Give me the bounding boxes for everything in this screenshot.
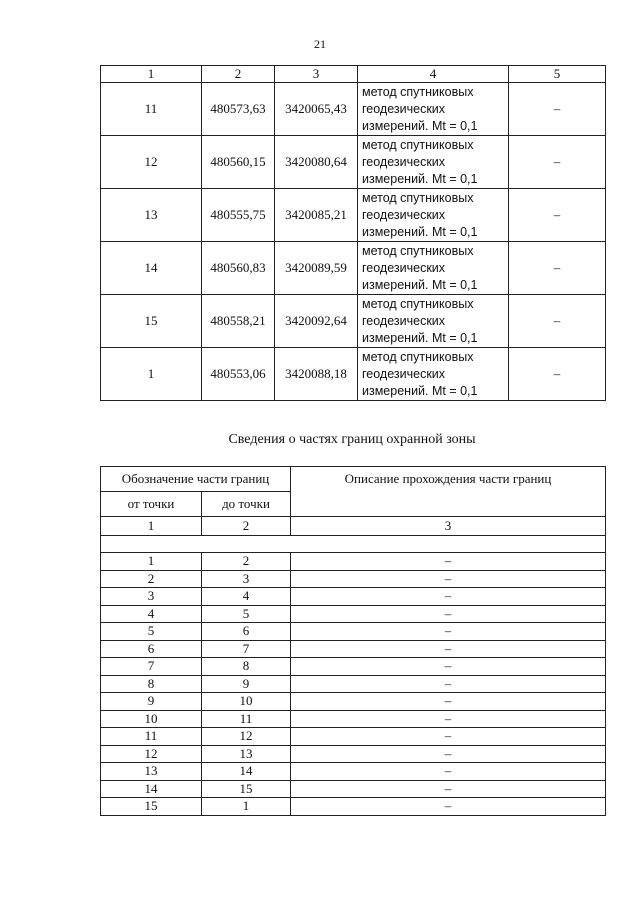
from-point-cell: 6 (101, 640, 202, 658)
coordinates-table (100, 65, 606, 401)
coordinates-row (101, 83, 606, 136)
column-number-cell: 3 (291, 517, 606, 536)
method-line: измерений. Mt = 0,1 (362, 118, 478, 133)
boundary-part-row (101, 623, 606, 641)
column-number-cell: 3 (275, 66, 358, 83)
to-point-cell: 9 (202, 675, 291, 693)
x-coordinate-cell: 480560,15 (202, 136, 275, 189)
note-cell: – (509, 136, 606, 189)
from-point-cell: 1 (101, 553, 202, 571)
column-number-cell: 2 (202, 66, 275, 83)
description-cell: – (291, 640, 606, 658)
coordinates-row (101, 189, 606, 242)
parts-header-row (101, 467, 606, 492)
method-line: измерений. Mt = 0,1 (362, 330, 478, 345)
y-coordinate-cell: 3420065,43 (275, 83, 358, 136)
to-point-cell: 15 (202, 780, 291, 798)
from-point-header: от точки (101, 492, 202, 517)
y-coordinate-cell: 3420080,64 (275, 136, 358, 189)
boundary-part-row (101, 728, 606, 746)
to-point-cell: 7 (202, 640, 291, 658)
coordinates-row (101, 242, 606, 295)
from-point-cell: 9 (101, 693, 202, 711)
to-point-cell: 8 (202, 658, 291, 676)
note-cell: – (509, 295, 606, 348)
boundary-part-row (101, 710, 606, 728)
method-cell (358, 242, 509, 295)
method-line: метод спутниковых (362, 296, 474, 311)
from-point-cell: 13 (101, 763, 202, 781)
empty-cell (101, 536, 606, 553)
description-cell: – (291, 693, 606, 711)
method-line: геодезических (362, 366, 446, 381)
description-cell: – (291, 763, 606, 781)
method-line: измерений. Mt = 0,1 (362, 277, 478, 292)
point-number-cell: 11 (101, 83, 202, 136)
coordinates-header-row (101, 66, 606, 83)
method-cell (358, 83, 509, 136)
from-point-cell: 4 (101, 605, 202, 623)
description-cell: – (291, 798, 606, 816)
boundary-part-row (101, 588, 606, 606)
method-cell (358, 348, 509, 401)
method-line: метод спутниковых (362, 349, 474, 364)
section-title: Сведения о частях границ охранной зоны (228, 432, 476, 447)
column-number-cell: 1 (101, 66, 202, 83)
boundary-part-row (101, 640, 606, 658)
point-number-cell: 13 (101, 189, 202, 242)
note-cell: – (509, 83, 606, 136)
from-point-cell: 3 (101, 588, 202, 606)
column-number-cell: 1 (101, 517, 202, 536)
x-coordinate-cell: 480558,21 (202, 295, 275, 348)
boundary-parts-table (100, 466, 606, 816)
note-cell: – (509, 189, 606, 242)
from-point-cell: 2 (101, 570, 202, 588)
description-cell: – (291, 623, 606, 641)
coordinates-row (101, 136, 606, 189)
y-coordinate-cell: 3420092,64 (275, 295, 358, 348)
method-cell (358, 295, 509, 348)
method-line: метод спутниковых (362, 243, 474, 258)
description-cell: – (291, 570, 606, 588)
boundary-part-row (101, 780, 606, 798)
boundary-part-row (101, 570, 606, 588)
boundary-part-row (101, 605, 606, 623)
description-cell: – (291, 675, 606, 693)
method-line: измерений. Mt = 0,1 (362, 224, 478, 239)
boundary-part-row (101, 693, 606, 711)
method-line: метод спутниковых (362, 84, 474, 99)
parts-column-numbers-row (101, 517, 606, 536)
coordinates-row (101, 295, 606, 348)
from-point-cell: 14 (101, 780, 202, 798)
note-cell: – (509, 348, 606, 401)
description-cell: – (291, 658, 606, 676)
method-line: геодезических (362, 313, 446, 328)
method-line: измерений. Mt = 0,1 (362, 383, 478, 398)
x-coordinate-cell: 480553,06 (202, 348, 275, 401)
point-number-cell: 12 (101, 136, 202, 189)
from-point-cell: 12 (101, 745, 202, 763)
to-point-cell: 2 (202, 553, 291, 571)
parts-empty-row (101, 536, 606, 553)
method-line: измерений. Mt = 0,1 (362, 171, 478, 186)
column-number-cell: 5 (509, 66, 606, 83)
description-cell: – (291, 588, 606, 606)
from-point-cell: 11 (101, 728, 202, 746)
from-point-cell: 5 (101, 623, 202, 641)
point-number-cell: 14 (101, 242, 202, 295)
to-point-cell: 10 (202, 693, 291, 711)
method-cell (358, 136, 509, 189)
x-coordinate-cell: 480560,83 (202, 242, 275, 295)
description-cell: – (291, 728, 606, 746)
y-coordinate-cell: 3420089,59 (275, 242, 358, 295)
method-line: геодезических (362, 154, 446, 169)
designation-header: Обозначение части границ (101, 467, 291, 492)
boundary-part-row (101, 675, 606, 693)
to-point-cell: 11 (202, 710, 291, 728)
coordinates-row (101, 348, 606, 401)
to-point-header: до точки (202, 492, 291, 517)
column-number-cell: 4 (358, 66, 509, 83)
to-point-cell: 6 (202, 623, 291, 641)
point-number-cell: 15 (101, 295, 202, 348)
description-header: Описание прохождения части границ (291, 467, 606, 517)
boundary-part-row (101, 745, 606, 763)
x-coordinate-cell: 480555,75 (202, 189, 275, 242)
y-coordinate-cell: 3420088,18 (275, 348, 358, 401)
to-point-cell: 3 (202, 570, 291, 588)
boundary-part-row (101, 553, 606, 571)
method-line: метод спутниковых (362, 137, 474, 152)
description-cell: – (291, 780, 606, 798)
y-coordinate-cell: 3420085,21 (275, 189, 358, 242)
page-number: 21 (314, 37, 326, 51)
column-number-cell: 2 (202, 517, 291, 536)
to-point-cell: 13 (202, 745, 291, 763)
boundary-part-row (101, 658, 606, 676)
method-cell (358, 189, 509, 242)
from-point-cell: 15 (101, 798, 202, 816)
method-line: геодезических (362, 260, 446, 275)
description-cell: – (291, 553, 606, 571)
method-line: метод спутниковых (362, 190, 474, 205)
point-number-cell: 1 (101, 348, 202, 401)
to-point-cell: 5 (202, 605, 291, 623)
method-line: геодезических (362, 101, 446, 116)
to-point-cell: 14 (202, 763, 291, 781)
from-point-cell: 8 (101, 675, 202, 693)
boundary-part-row (101, 763, 606, 781)
from-point-cell: 7 (101, 658, 202, 676)
boundary-part-row (101, 798, 606, 816)
description-cell: – (291, 605, 606, 623)
note-cell: – (509, 242, 606, 295)
to-point-cell: 12 (202, 728, 291, 746)
to-point-cell: 4 (202, 588, 291, 606)
x-coordinate-cell: 480573,63 (202, 83, 275, 136)
method-line: геодезических (362, 207, 446, 222)
description-cell: – (291, 710, 606, 728)
description-cell: – (291, 745, 606, 763)
from-point-cell: 10 (101, 710, 202, 728)
to-point-cell: 1 (202, 798, 291, 816)
